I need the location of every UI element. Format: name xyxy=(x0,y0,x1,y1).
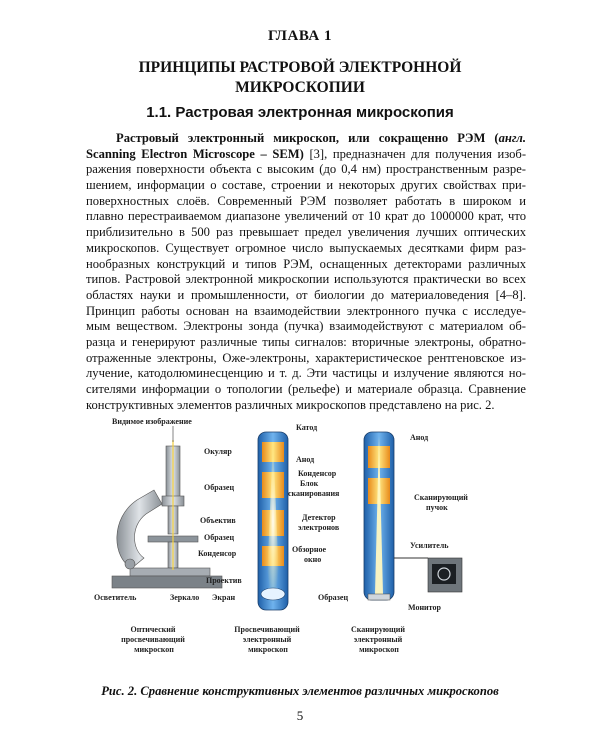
label-detector-2: электронов xyxy=(298,523,340,532)
chapter-title-line: МИКРОСКОПИИ xyxy=(235,79,365,96)
paragraph-line: шением, информации о составе, строении и некоторых других свойствах при- xyxy=(86,178,526,193)
label-anode-sem: Анод xyxy=(410,433,429,442)
label-scanning-beam: Сканирующий xyxy=(414,493,468,502)
label-sample-1: Образец xyxy=(204,483,235,492)
caption-optical-line: просвечивающий xyxy=(121,635,185,644)
body-paragraph xyxy=(86,131,526,413)
caption-optical-line: микроскоп xyxy=(134,645,174,654)
paragraph-line: конструктивных элементов различных микроскопов представлено на рис. 2. xyxy=(86,397,495,412)
chapter-title xyxy=(100,58,500,98)
paragraph-line: лучение, катодолюминесценцию и т. д. Эти частицы и излучение являются но- xyxy=(86,366,526,381)
paragraph-line: мым веществом. Электроны зонда (пучка) взаимодействуют с материалом об- xyxy=(86,319,526,334)
tem-drawing xyxy=(258,432,288,610)
label-scan-block: Блок xyxy=(300,479,319,488)
label-screen: Экран xyxy=(212,593,236,602)
paragraph-line: отраженные электроны, Оже-электроны, характеристическое рентгеновское из- xyxy=(86,350,526,365)
paragraph-line: Scanning Electron Microscope – SEM) [3], предназначен для получения изоб- xyxy=(86,146,526,161)
label-detector: Детектор xyxy=(302,513,336,522)
label-anode-tem: Анод xyxy=(296,455,315,464)
microscope-comparison-figure xyxy=(92,418,522,680)
label-scanning-beam-2: пучок xyxy=(426,503,448,512)
term-sem: Scanning Electron Microscope – SEM) xyxy=(86,146,304,161)
paragraph-line: микроскопов. Существует огромное число выпускаемых десятками фирм раз- xyxy=(86,240,526,255)
section-heading: 1.1. Растровая электронная микроскопия xyxy=(146,104,454,121)
label-condenser: Конденсор xyxy=(198,549,237,558)
paragraph-line: разца и генерируют различные типы сигналов: вторичные электроны, обратно- xyxy=(86,334,526,349)
term-rem: Растровый электронный микроскоп, или сокращенно РЭМ (англ. xyxy=(116,131,526,145)
label-ocular: Окуляр xyxy=(204,447,232,456)
paragraph-line: типов. Растровой электронной микроскопии используются практически во всех xyxy=(86,272,526,287)
label-cathode: Катод xyxy=(296,423,318,432)
label-viewing-window: Обзорное xyxy=(292,545,326,554)
paragraph-line: поверхностных слоёв. Современный РЭМ позволяет работать в широком и xyxy=(86,193,526,208)
label-visible-image: Видимое изображение xyxy=(112,418,192,426)
paragraph-line: ражения поверхности объекта с высоким (до 0,4 нм) пространственным разре- xyxy=(86,162,526,177)
label-sample-2: Образец xyxy=(204,533,235,542)
label-objective: Объектив xyxy=(200,516,236,525)
caption-sem-line: Сканирующий xyxy=(351,625,405,634)
label-scan-block-2: сканирования xyxy=(288,489,340,498)
caption-optical-line: Оптический xyxy=(130,625,176,634)
caption-tem-line: Просвечивающий xyxy=(234,625,300,634)
label-illuminator: Осветитель xyxy=(94,593,137,602)
paragraph-line xyxy=(86,131,526,147)
caption-tem xyxy=(234,625,301,654)
label-sample-sem: Образец xyxy=(318,593,349,602)
optical-microscope-drawing xyxy=(112,440,222,588)
paragraph-line: сителями информации о топологии (рельефе) и материале образца. Сравнение xyxy=(86,382,526,396)
paragraph-line: областях науки и промышленности, от биологии до материаловедения [4–8]. xyxy=(86,287,526,302)
label-condenser-tem: Конденсор xyxy=(298,469,337,478)
paragraph-line: нообразных конструкций и типов РЭМ, оснащенных детекторами различных xyxy=(86,256,526,271)
paragraph-line: плавно перестраиваемом диапазоне увеличений от 10 крат до 1000000 крат, что xyxy=(86,209,526,224)
caption-sem xyxy=(351,625,407,654)
label-mirror: Зеркало xyxy=(170,593,200,602)
paragraph-line: приблизительно в 500 раз превышает предел увеличения лучших оптических xyxy=(86,225,526,240)
label-amplifier: Усилитель xyxy=(410,541,449,550)
chapter-title-line: ПРИНЦИПЫ РАСТРОВОЙ ЭЛЕКТРОННОЙ xyxy=(138,59,462,76)
caption-tem-line: электронный xyxy=(242,635,292,644)
paragraph-line: Принцип работы основан на взаимодействии электронного пучка с исследуе- xyxy=(86,303,526,318)
chapter-heading: ГЛАВА 1 xyxy=(268,28,332,44)
label-monitor: Монитор xyxy=(408,603,441,612)
sem-drawing xyxy=(364,432,462,600)
label-projective: Проектив xyxy=(206,576,242,585)
caption-tem-line: микроскоп xyxy=(248,645,288,654)
caption-sem-line: электронный xyxy=(353,635,403,644)
figure-caption: Рис. 2. Сравнение конструктивных элементов различных микроскопов xyxy=(101,684,499,698)
caption-sem-line: микроскоп xyxy=(359,645,399,654)
page-number: 5 xyxy=(296,708,304,723)
caption-optical xyxy=(121,625,187,654)
label-viewing-window-2: окно xyxy=(304,555,322,564)
